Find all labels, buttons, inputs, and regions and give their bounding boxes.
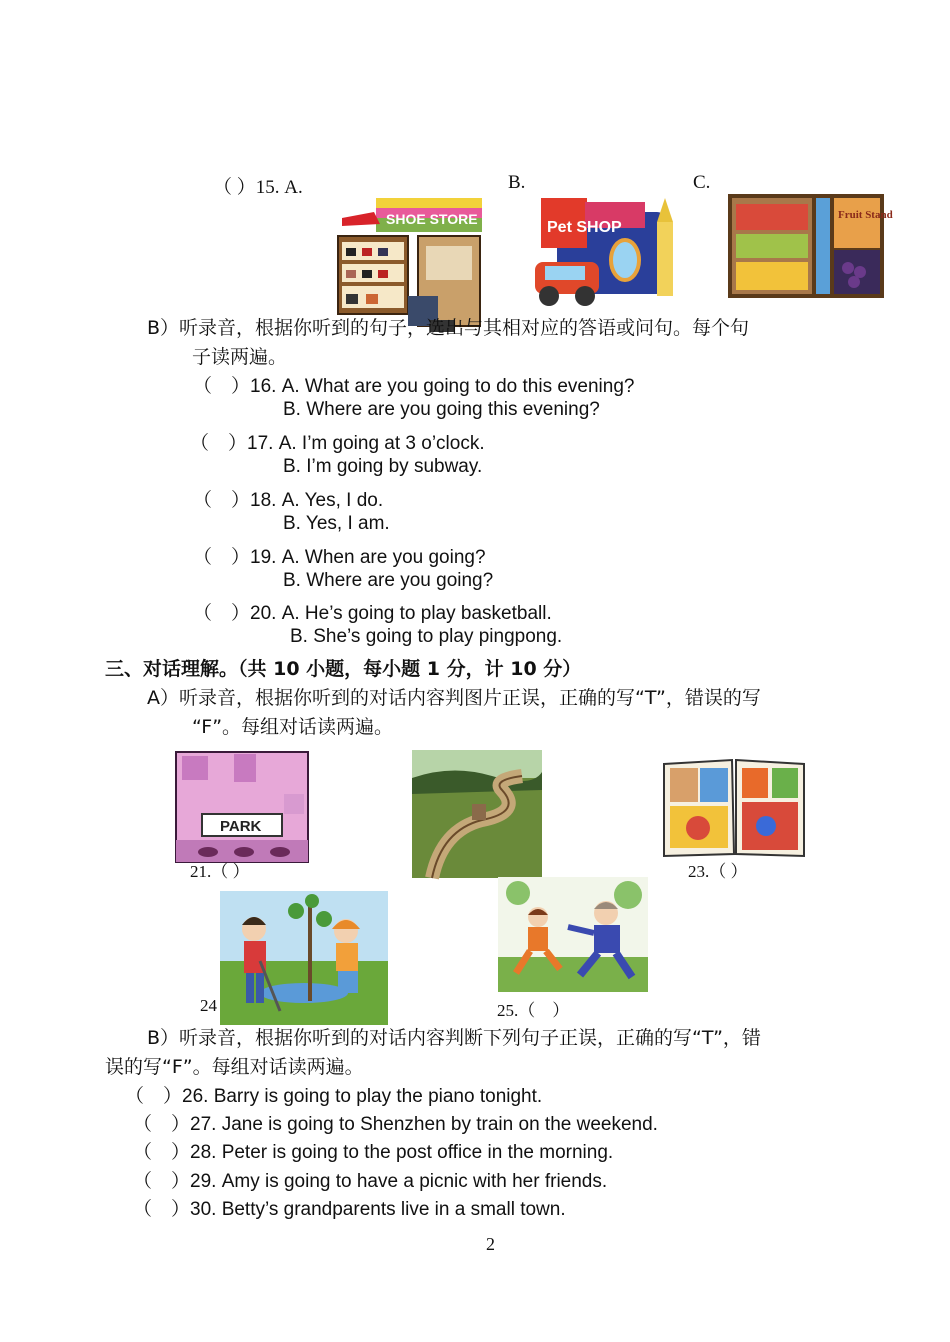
statement-27: （ ）27. Jane is going to Shenzhen by train on the weekend.: [133, 1114, 658, 1135]
statement-29: （ ）29. Amy is going to have a picnic with her friends.: [133, 1171, 608, 1192]
q15-option-c: C.: [693, 172, 711, 193]
q20-option-a: （ ）20. A. He’s going to play basketball.: [193, 603, 552, 624]
page-number: 2: [486, 1234, 495, 1254]
fruit-stand-sign: Fruit Stand: [838, 209, 893, 221]
section3-partA-line1: A）听录音，根据你听到的对话内容判图片正误，正确的写“T”，错误的写: [147, 687, 761, 709]
statement-28: （ ）28. Peter is going to the post office in the morning.: [133, 1142, 614, 1163]
fruit-stand-picture: [728, 194, 893, 298]
q15-option-b: B.: [508, 172, 526, 193]
great-wall-picture: [412, 750, 542, 878]
q18-option-b: B. Yes, I am.: [283, 513, 390, 534]
q16-option-b: B. Where are you going this evening?: [283, 399, 600, 420]
planting-tree-picture: [220, 891, 388, 1025]
q19-option-b: B. Where are you going?: [283, 570, 494, 591]
q19-option-a: （ ）19. A. When are you going?: [193, 547, 486, 568]
section3-partA-line2: “F”。每组对话读两遍。: [192, 716, 394, 738]
pic21-label: 21.（ ）: [190, 862, 250, 881]
pet-shop-picture: [527, 192, 689, 310]
q16-option-a: （ ）16. A. What are you going to do this evening?: [193, 376, 635, 397]
comic-book-picture: [660, 756, 808, 860]
q18-option-a: （ ）18. A. Yes, I do.: [193, 490, 384, 511]
q17-option-a: （ ）17. A. I’m going at 3 o’clock.: [190, 433, 485, 454]
pic24-label: 24: [200, 996, 217, 1015]
running-picture: [498, 877, 648, 992]
park-sign: PARK: [220, 818, 262, 835]
section3-heading: 三、对话理解。（共 10 小题，每小题 1 分，计 10 分）: [105, 658, 582, 680]
statement-30: （ ）30. Betty’s grandparents live in a small town.: [133, 1199, 566, 1220]
q17-option-b: B. I’m going by subway.: [283, 456, 483, 477]
section3-partB-line1: B）听录音，根据你听到的对话内容判断下列句子正误，正确的写“T”，错: [147, 1027, 761, 1049]
statement-26: （ ）26. Barry is going to play the piano tonight.: [125, 1086, 543, 1107]
partB-instruction-line1: B）听录音，根据你听到的句子，选出与其相对应的答语或问句。每个句: [147, 317, 750, 339]
pic25-label: 25.（ ）: [497, 1001, 570, 1020]
section3-partB-line2: 误的写“F”。每组对话读两遍。: [105, 1056, 364, 1078]
q15-label: （ ）15. A.: [213, 177, 303, 198]
park-picture: [172, 748, 312, 866]
q20-option-b: B. She’s going to play pingpong.: [290, 626, 563, 647]
shoe-store-sign: SHOE STORE: [386, 211, 478, 227]
pet-shop-sign: Pet SHOP: [547, 219, 622, 236]
pic23-label: 23.（ ）: [688, 862, 748, 881]
partB-instruction-line2: 子读两遍。: [192, 346, 288, 368]
